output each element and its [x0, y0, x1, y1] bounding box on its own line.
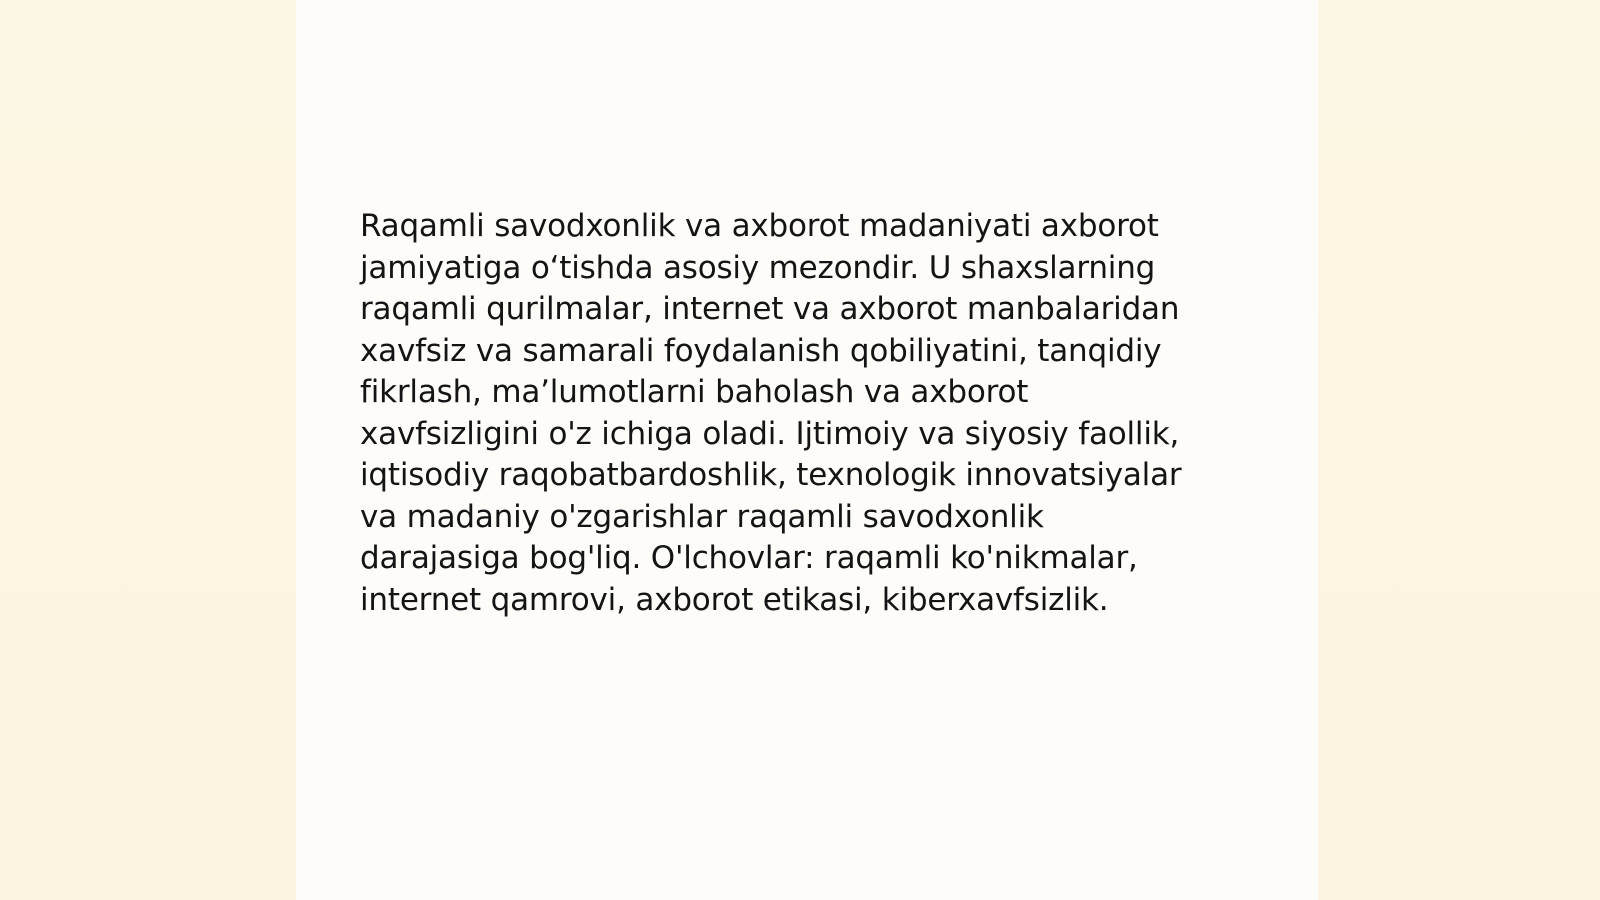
left-background-panel	[0, 0, 296, 900]
right-background-panel	[1318, 0, 1600, 900]
slide-body-text: Raqamli savodxonlik va axborot madaniyati axborot jamiyatiga o‘tishda asosiy mezondir. U shaxslarning raqamli qurilmalar, internet va axborot manbalaridan xavfsiz va samarali foydalanish qobiliyatini, tanqidiy fikrlash, ma’lumotlarni baholash va axborot xavfsizligini o'z ichiga oladi. Ijtimoiy va siyosiy faollik, iqtisodiy raqobatbardoshlik, texnologik innovatsiyalar va madaniy o'zgarishlar raqamli savodxonlik darajasiga bog'liq. O'lchovlar: raqamli ko'nikmalar, internet qamrovi, axborot etikasi, kiberxavfsizlik.	[360, 208, 1182, 618]
slide-canvas	[296, 0, 1318, 900]
